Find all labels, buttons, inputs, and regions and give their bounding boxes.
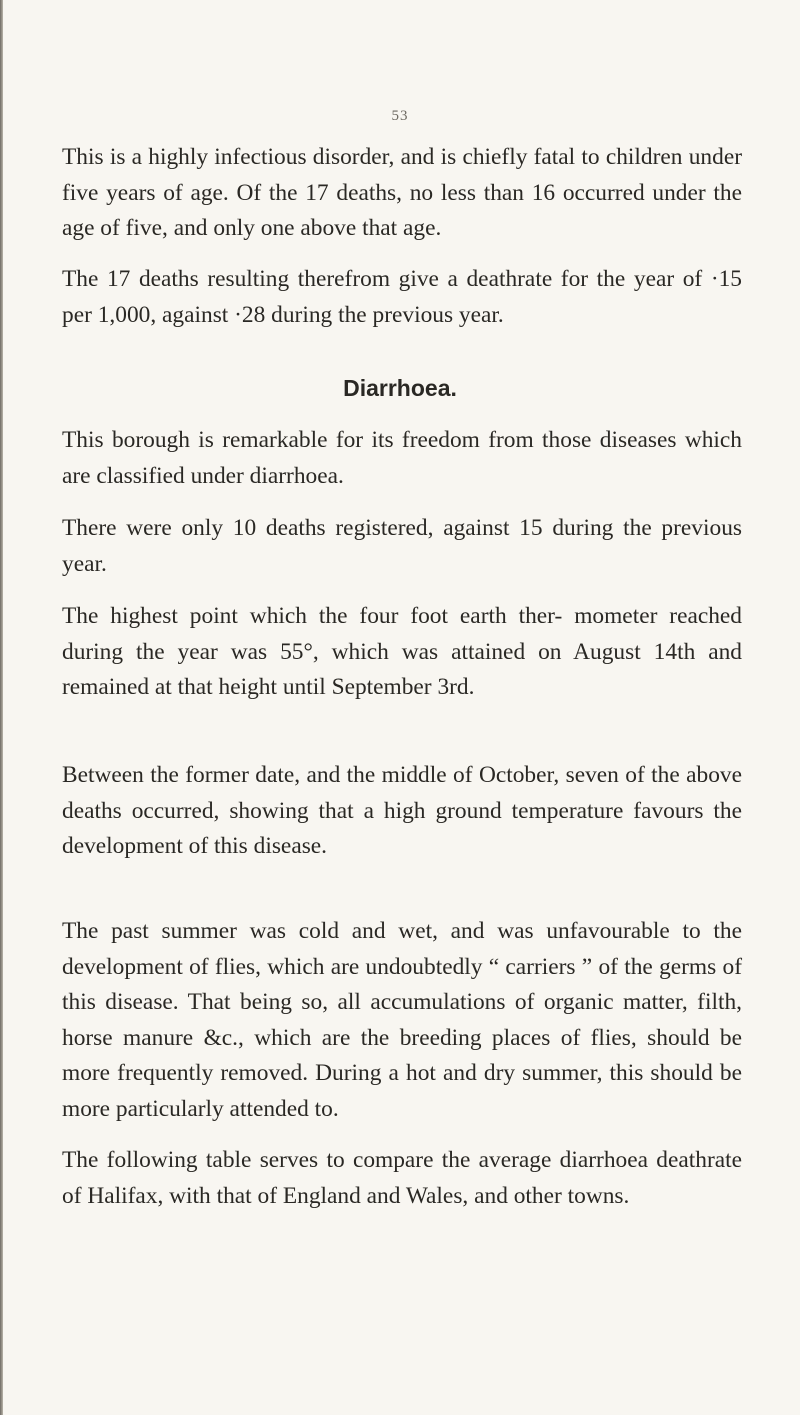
paragraph-infectious-disorder: This is a highly infectious disorder, and is chiefly fatal to children under five years of age. Of the 17 deaths, no less than 16 occurred under the age of five, and only one above that age. xyxy=(62,144,742,241)
paragraph-comparison-table: The following table serves to compare the average diarrhoea deathrate of Halifax, with that of England and Wales, and other towns. xyxy=(62,1147,742,1209)
page-number: 53 xyxy=(391,108,409,124)
paragraph-deaths-registered: There were only 10 deaths registered, against 15 during the previous year. xyxy=(62,515,742,577)
section-heading-diarrhoea: Diarrhoea. xyxy=(343,375,457,401)
paragraph-thermometer: The highest point which the four foot earth ther- mometer reached during the year was 55°, which was attained on August 14th and remained at that height until September 3rd. xyxy=(62,603,742,700)
paragraph-ground-temperature: Between the former date, and the middle of October, seven of the above deaths occurred, showing that a high ground temperature favours the development of this disease. xyxy=(62,762,742,859)
page-edge-shadow xyxy=(0,0,3,1415)
paragraph-deathrate: The 17 deaths resulting therefrom give a deathrate for the year of ·15 per 1,000, against ·28 during the previous year. xyxy=(62,266,742,328)
paragraph-borough-freedom: This borough is remarkable for its freedom from those diseases which are classified under diarrhoea. xyxy=(62,427,742,489)
paragraph-flies-summer: The past summer was cold and wet, and was unfavourable to the development of flies, which are undoubtedly “ carriers ” of the germs of this disease. That being so, all accumulations of organic matter, filth, horse manure &c., which are the breeding places of flies, should be more frequently removed. During a hot and dry summer, this should be more particularly attended to. xyxy=(62,918,742,1122)
